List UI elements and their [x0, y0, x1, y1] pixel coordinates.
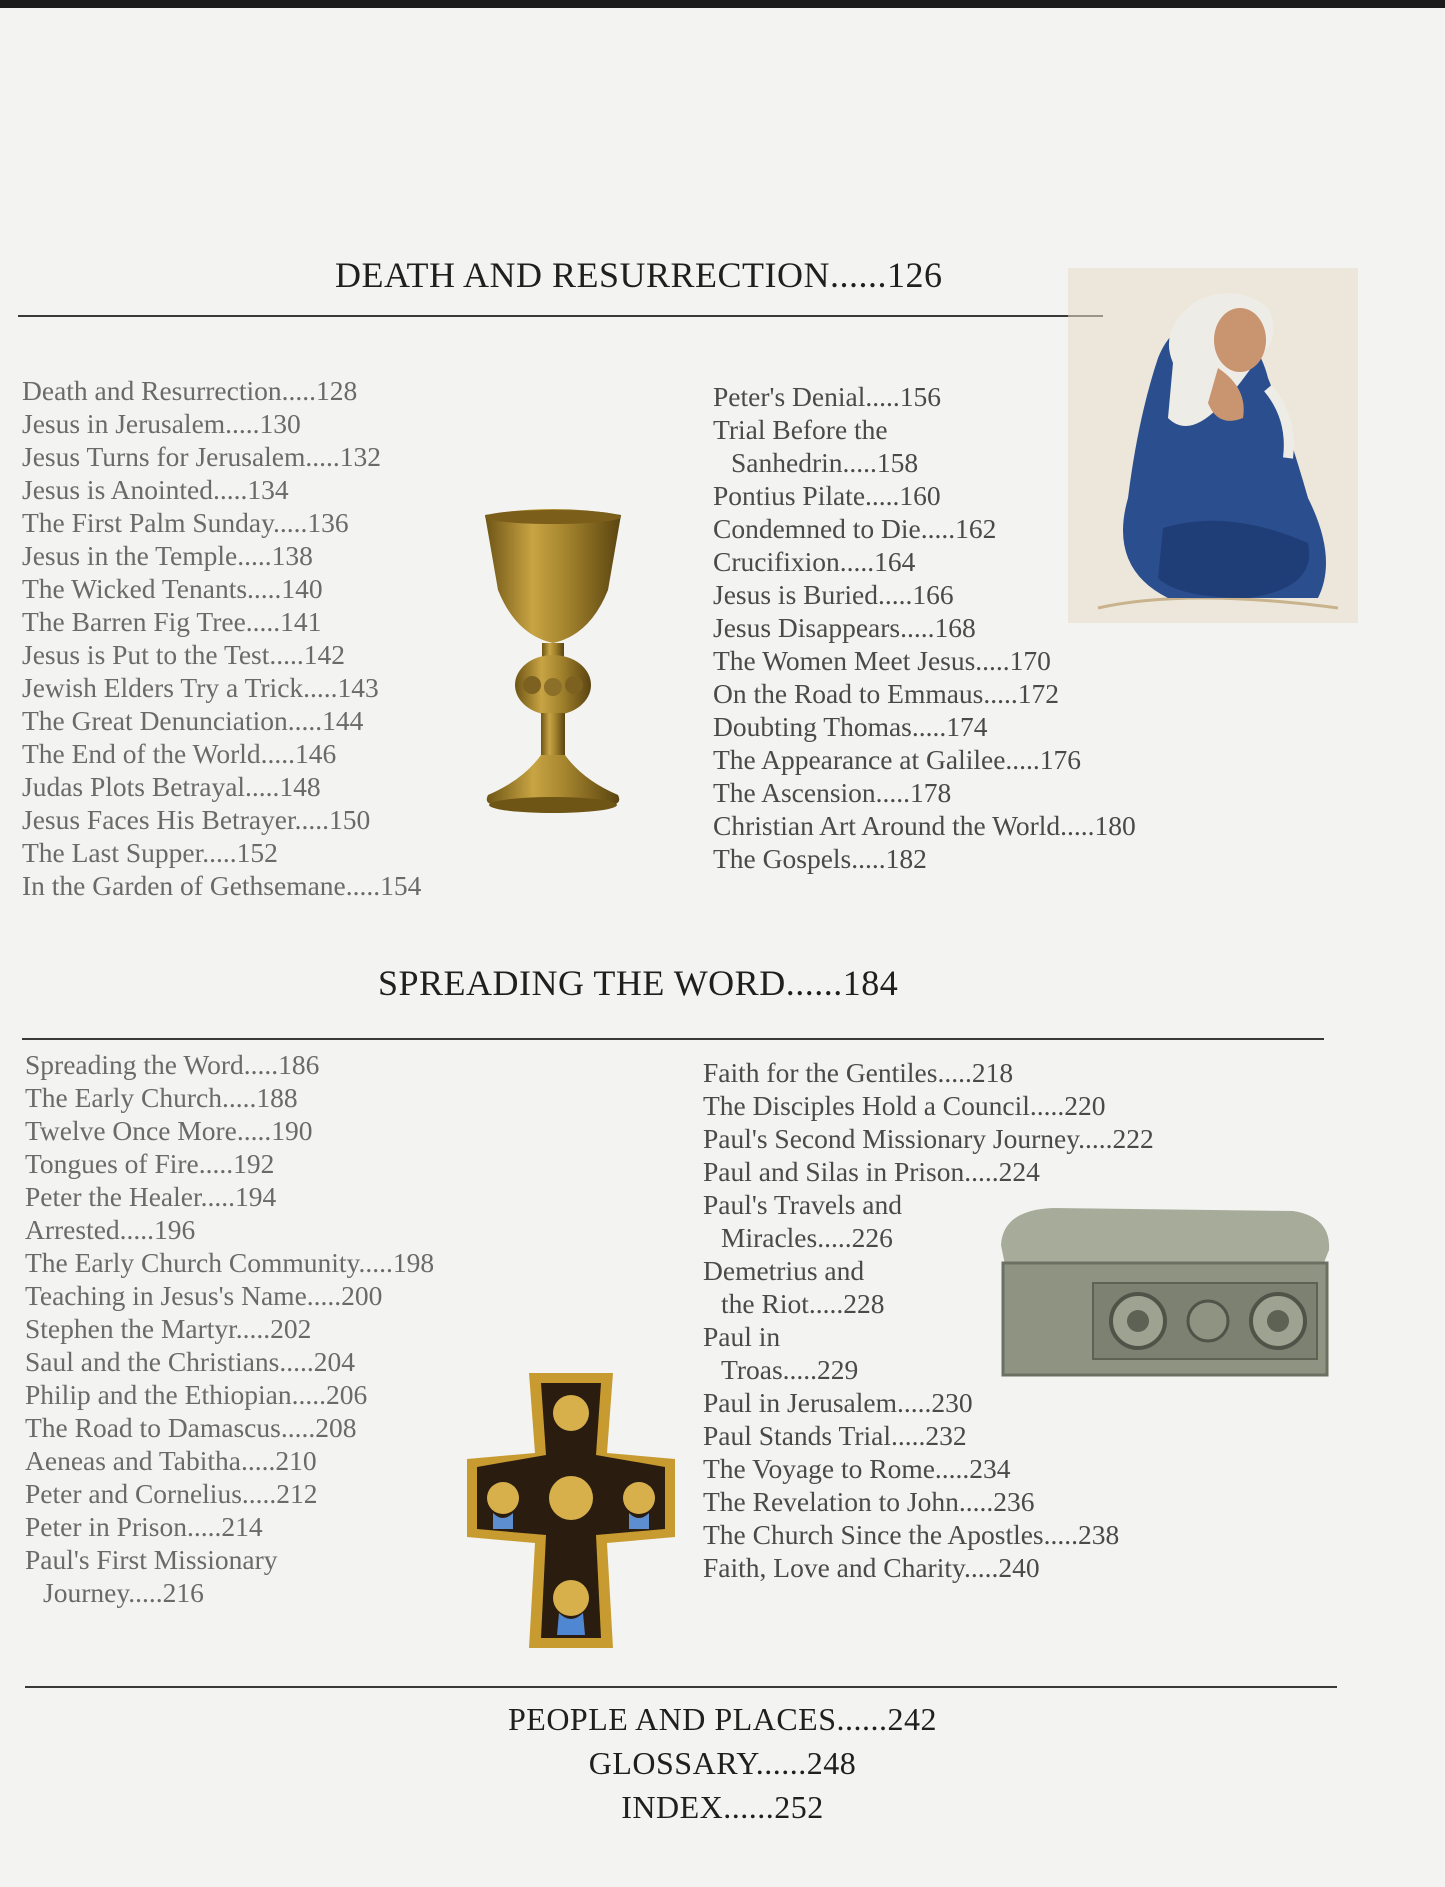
end-matter-entry-index[interactable]: INDEX......252 — [621, 1789, 824, 1825]
chalice-illustration — [478, 505, 628, 820]
section-heading-spreading-word: SPREADING THE WORD......184 — [378, 963, 899, 1003]
toc-entry-continued[interactable]: Miracles.....226 — [721, 1222, 893, 1253]
toc-entry[interactable]: The Gospels.....182 — [713, 843, 927, 874]
page-top-edge — [0, 0, 1445, 8]
toc-entry[interactable]: Jesus is Anointed.....134 — [22, 474, 289, 505]
toc-entry[interactable]: Doubting Thomas.....174 — [713, 711, 988, 742]
toc-entry[interactable]: Teaching in Jesus's Name.....200 — [25, 1280, 383, 1311]
toc-entry[interactable]: On the Road to Emmaus.....172 — [713, 678, 1060, 709]
enamel-cross-illustration — [467, 1373, 675, 1648]
section-rule — [22, 1038, 1324, 1040]
toc-entry[interactable]: Jesus Faces His Betrayer.....150 — [22, 804, 371, 835]
toc-entry[interactable]: The Great Denunciation.....144 — [22, 705, 364, 736]
toc-entry[interactable]: Pontius Pilate.....160 — [713, 480, 941, 511]
toc-entry[interactable]: Death and Resurrection.....128 — [22, 375, 358, 406]
toc-entry[interactable]: Christian Art Around the World.....180 — [713, 810, 1136, 841]
toc-entry[interactable]: The First Palm Sunday.....136 — [22, 507, 349, 538]
toc-entry[interactable]: Paul Stands Trial.....232 — [703, 1420, 967, 1451]
toc-entry[interactable]: Arrested.....196 — [25, 1214, 196, 1245]
toc-entry[interactable]: The Ascension.....178 — [713, 777, 952, 808]
toc-entry[interactable]: The Wicked Tenants.....140 — [22, 573, 323, 604]
toc-entry[interactable]: The Voyage to Rome.....234 — [703, 1453, 1011, 1484]
end-matter-list — [0, 1697, 1445, 1829]
toc-entry[interactable]: Saul and the Christians.....204 — [25, 1346, 355, 1377]
section-rule — [18, 315, 1103, 317]
section-heading-death-resurrection: DEATH AND RESURRECTION......126 — [335, 255, 943, 295]
toc-entry[interactable]: The Road to Damascus.....208 — [25, 1412, 357, 1443]
toc-entry[interactable]: Peter and Cornelius.....212 — [25, 1478, 318, 1509]
toc-entry[interactable]: Stephen the Martyr.....202 — [25, 1313, 312, 1344]
toc-entry[interactable]: The Women Meet Jesus.....170 — [713, 645, 1051, 676]
toc-entry[interactable]: Peter's Denial.....156 — [713, 381, 941, 412]
toc-entry[interactable]: Jesus in Jerusalem.....130 — [22, 408, 301, 439]
toc-entry[interactable]: The Early Church.....188 — [25, 1082, 298, 1113]
toc-entry[interactable]: Jewish Elders Try a Trick.....143 — [22, 672, 379, 703]
toc-entry[interactable]: In the Garden of Gethsemane.....154 — [22, 870, 422, 901]
end-matter-rule — [25, 1686, 1337, 1688]
toc-entry[interactable]: Paul in Jerusalem.....230 — [703, 1387, 973, 1418]
toc-entry[interactable]: Peter the Healer.....194 — [25, 1181, 277, 1212]
toc-entry[interactable]: Jesus Turns for Jerusalem.....132 — [22, 441, 382, 472]
toc-entry[interactable]: Jesus is Put to the Test.....142 — [22, 639, 346, 670]
toc-entry[interactable]: Tongues of Fire.....192 — [25, 1148, 275, 1179]
praying-woman-illustration — [1068, 268, 1358, 623]
ossuary-illustration — [993, 1205, 1335, 1380]
toc-column-left — [25, 1048, 434, 1609]
toc-entry[interactable]: Aeneas and Tabitha.....210 — [25, 1445, 317, 1476]
toc-entry[interactable]: Crucifixion.....164 — [713, 546, 916, 577]
toc-entry[interactable]: Twelve Once More.....190 — [25, 1115, 313, 1146]
toc-entry[interactable]: Paul and Silas in Prison.....224 — [703, 1156, 1040, 1187]
toc-entry[interactable]: Paul's Second Missionary Journey.....222 — [703, 1123, 1154, 1154]
toc-entry[interactable]: The Appearance at Galilee.....176 — [713, 744, 1082, 775]
toc-entry[interactable]: Demetrius and — [703, 1255, 865, 1286]
toc-entry[interactable]: The Revelation to John.....236 — [703, 1486, 1035, 1517]
toc-entry[interactable]: The Early Church Community.....198 — [25, 1247, 435, 1278]
toc-entry[interactable]: Trial Before the — [713, 414, 888, 445]
toc-entry[interactable]: The Disciples Hold a Council.....220 — [703, 1090, 1106, 1121]
end-matter-entry-people-places[interactable]: PEOPLE AND PLACES......242 — [507, 1701, 938, 1737]
toc-entry[interactable]: Paul's Travels and — [703, 1189, 902, 1220]
toc-entry[interactable]: The Last Supper.....152 — [22, 837, 278, 868]
toc-entry[interactable]: The Church Since the Apostles.....238 — [703, 1519, 1120, 1550]
toc-entry[interactable]: Faith, Love and Charity.....240 — [703, 1552, 1040, 1583]
toc-entry[interactable]: Paul in — [703, 1321, 781, 1352]
toc-entry-continued[interactable]: the Riot.....228 — [721, 1288, 885, 1319]
toc-entry-continued[interactable]: Sanhedrin.....158 — [731, 447, 919, 478]
toc-entry[interactable]: Spreading the Word.....186 — [25, 1049, 320, 1080]
toc-entry-continued[interactable]: Journey.....216 — [43, 1577, 204, 1608]
end-matter-entry-glossary[interactable]: GLOSSARY......248 — [588, 1745, 857, 1781]
toc-entry[interactable]: Paul's First Missionary — [25, 1544, 278, 1575]
toc-column-left — [22, 374, 421, 902]
toc-entry[interactable]: Jesus Disappears.....168 — [713, 612, 976, 643]
toc-entry[interactable]: Peter in Prison.....214 — [25, 1511, 263, 1542]
toc-entry[interactable]: The Barren Fig Tree.....141 — [22, 606, 322, 637]
toc-entry[interactable]: Philip and the Ethiopian.....206 — [25, 1379, 368, 1410]
toc-entry[interactable]: Jesus in the Temple.....138 — [22, 540, 313, 571]
toc-entry-continued[interactable]: Troas.....229 — [721, 1354, 859, 1385]
toc-entry[interactable]: The End of the World.....146 — [22, 738, 337, 769]
toc-entry[interactable]: Judas Plots Betrayal.....148 — [22, 771, 321, 802]
toc-entry[interactable]: Faith for the Gentiles.....218 — [703, 1057, 1014, 1088]
toc-entry[interactable]: Jesus is Buried.....166 — [713, 579, 954, 610]
toc-entry[interactable]: Condemned to Die.....162 — [713, 513, 997, 544]
